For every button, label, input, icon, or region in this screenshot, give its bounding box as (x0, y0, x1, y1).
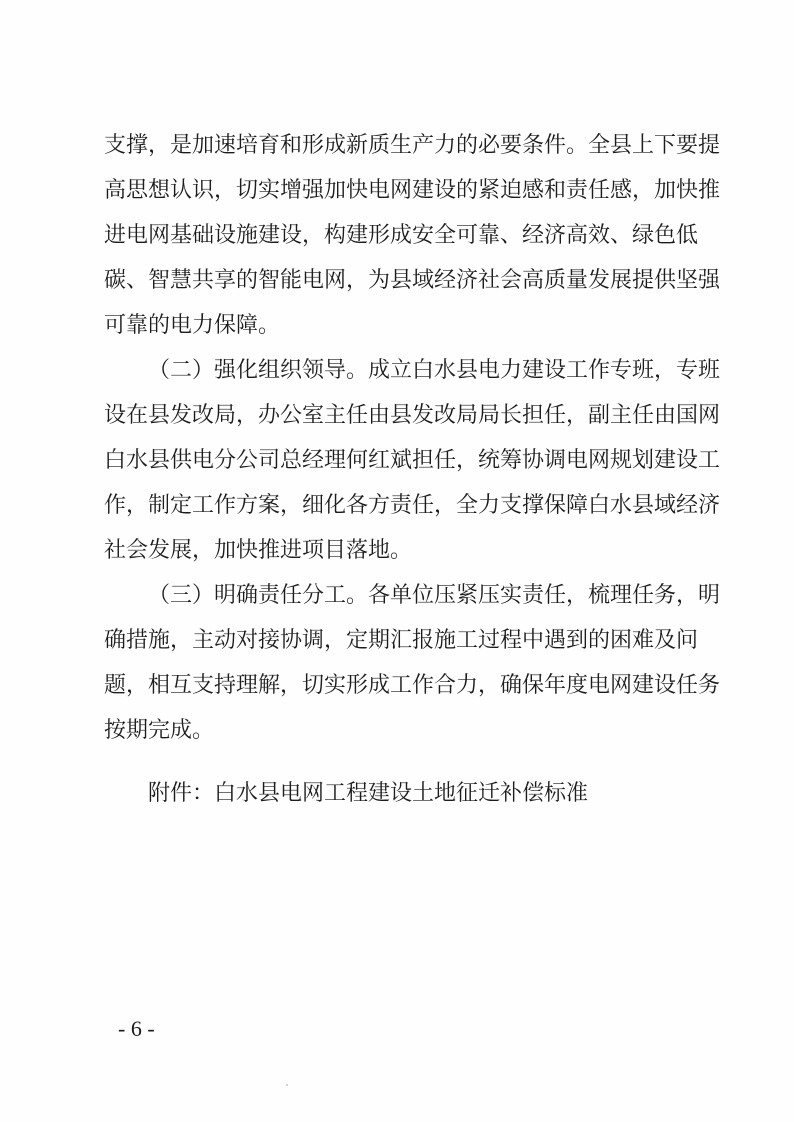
paragraph-line: 题，相互支持理解，切实形成工作合力，确保年度电网建设任务 (104, 673, 721, 698)
paragraph-line: 按期完成。 (104, 718, 215, 743)
paragraph-line: 进电网基础设施建设，构建形成安全可靠、经济高效、绿色低 (104, 223, 699, 248)
paragraph-line: 碳、智慧共享的智能电网，为县域经济社会高质量发展提供坚强 (104, 268, 721, 293)
scan-speck (286, 1084, 288, 1086)
paragraph-line: 作，制定工作方案，细化各方责任，全力支撑保障白水县域经济 (104, 493, 721, 518)
paragraph-line: 高思想认识，切实增强加快电网建设的紧迫感和责任感，加快推 (104, 178, 721, 203)
paragraph-line: 社会发展，加快推进项目落地。 (104, 538, 413, 563)
section-heading-line: （二）强化组织领导。成立白水县电力建设工作专班，专班 (148, 358, 721, 383)
paragraph-line: 白水县供电分公司总经理何红斌担任，统筹协调电网规划建设工 (104, 448, 721, 473)
paragraph-line: 支撑，是加速培育和形成新质生产力的必要条件。全县上下要提 (104, 133, 721, 158)
paragraph-line: 可靠的电力保障。 (104, 313, 281, 338)
paragraph-line: 确措施，主动对接协调，定期汇报施工过程中遇到的困难及问 (104, 628, 699, 653)
section-heading-line: （三）明确责任分工。各单位压紧压实责任，梳理任务，明 (148, 583, 721, 608)
paragraph-line: 设在县发改局，办公室主任由县发改局局长担任，副主任由国网 (104, 403, 721, 428)
attachment-note: 附件：白水县电网工程建设土地征迁补偿标准 (148, 781, 589, 806)
page-number: - 6 - (118, 1016, 155, 1041)
